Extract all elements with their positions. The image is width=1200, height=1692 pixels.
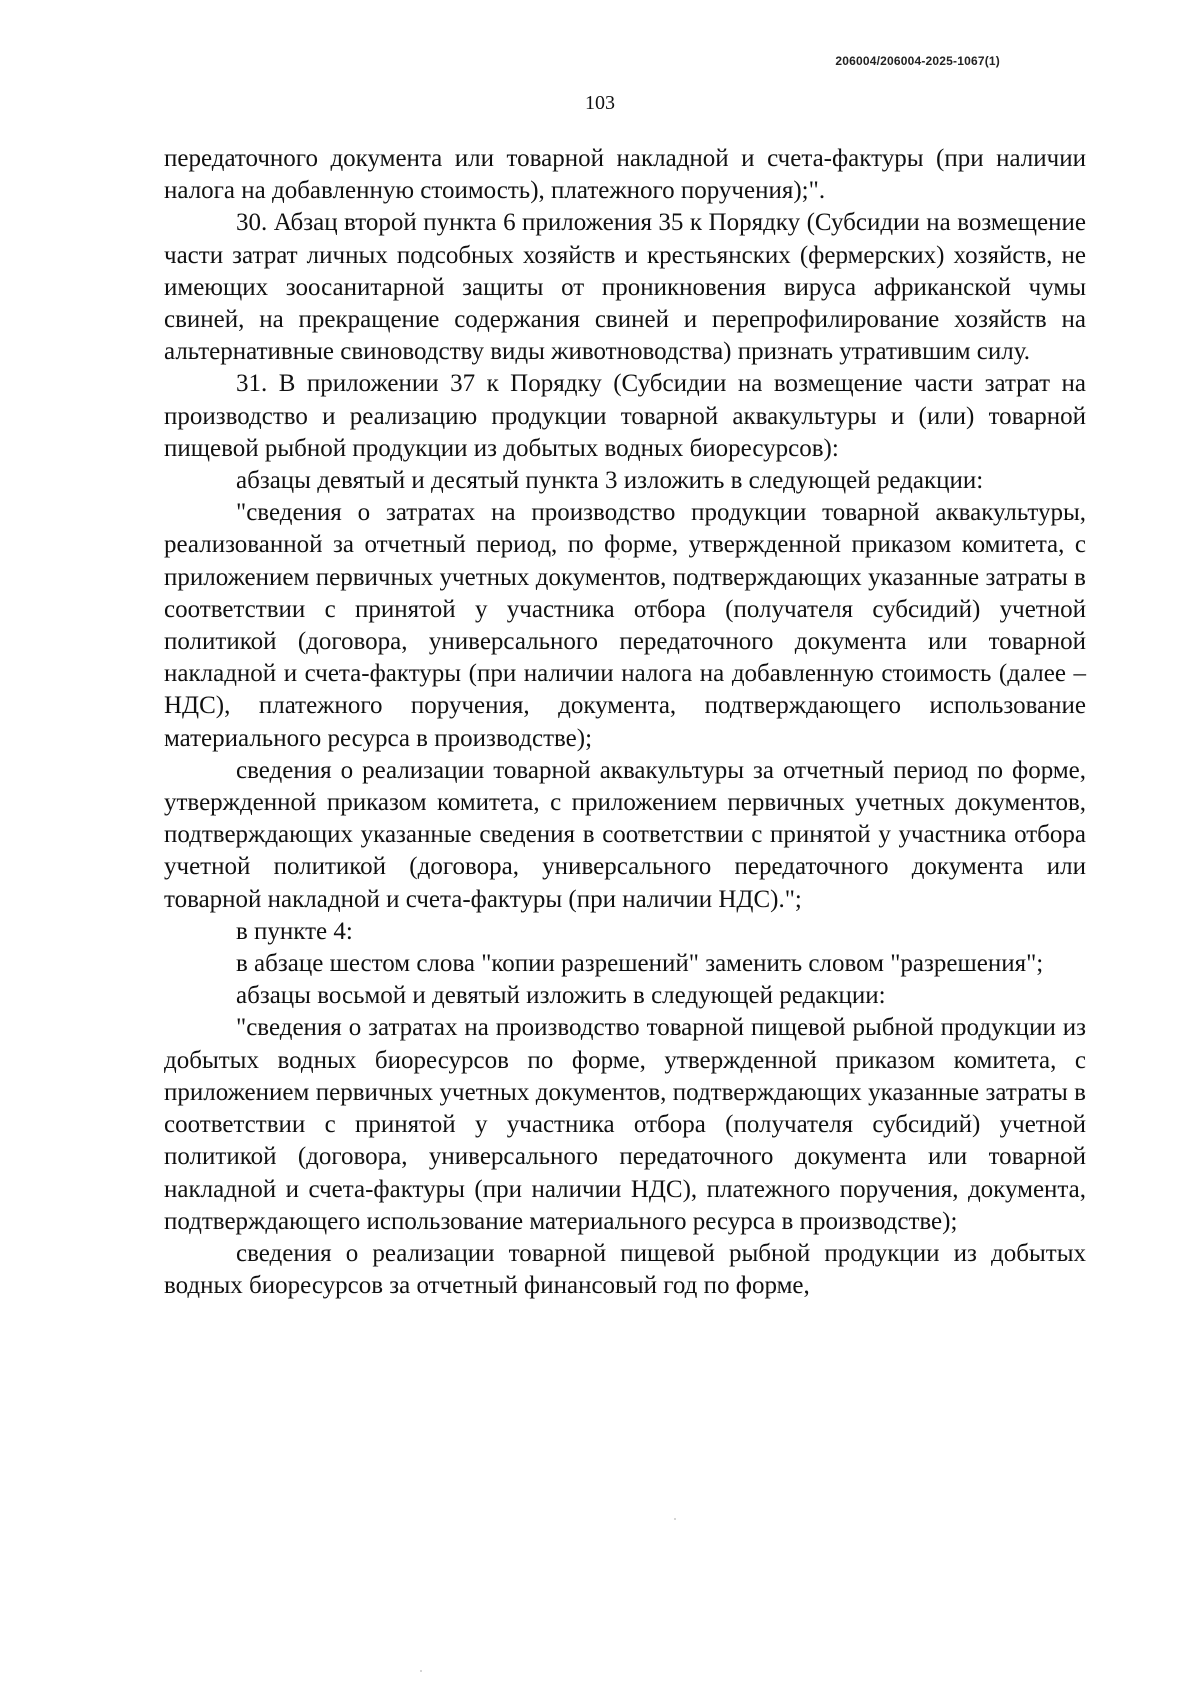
paragraph-item-31: 31. В приложении 37 к Порядку (Субсидии на возмещение части затрат на производство и реализацию продукции товарной аквакультуры и (или) товарной пищевой рыбной продукции из добытых водных биоресурсов): <box>164 370 1086 462</box>
scan-speck <box>674 1518 676 1520</box>
scan-speck <box>618 558 620 560</box>
document-body <box>164 143 1086 1302</box>
paragraph-item-30: 30. Абзац второй пункта 6 приложения 35 к Порядку (Субсидии на возмещение части затрат личных подсобных хозяйств и крестьянских (фермерских) хозяйств, не имеющих зоосанитарной защиты от проникновения вируса африканской чумы свиней, на прекращение содержания свиней и перепрофилирование хозяйств на альтернативные свиноводству виды животноводства) признать утратившим силу. <box>164 209 1086 366</box>
paragraph-quoted-costs-fish: "сведения о затратах на производство товарной пищевой рыбной продукции из добытых водных биоресурсов по форме, утвержденной приказом комитета, с приложением первичных учетных документов, подтверждающих указанные затраты в соответствии с принятой у участника отбора (получателя субсидий) учетной политикой (договора, универсального передаточного документа или товарной накладной и счета-фактуры (при наличии НДС), платежного поручения, документа, подтверждающего использование материального ресурса в производстве); <box>164 1014 1086 1235</box>
scan-speck <box>420 1670 422 1672</box>
paragraph-quoted-sales-aquaculture: сведения о реализации товарной аквакультуры за отчетный период по форме, утвержденной приказом комитета, с приложением первичных учетных документов, подтверждающих указанные сведения в соответствии с принятой у участника отбора учетной политикой (договора, универсального передаточного документа или товарной накладной и счета-фактуры (при наличии НДС)."; <box>164 756 1086 913</box>
document-id: 206004/206004-2025-1067(1) <box>835 54 1000 68</box>
paragraph-amendment-point-3: абзацы девятый и десятый пункта 3 изложить в следующей редакции: <box>236 467 984 495</box>
paragraph-continuation: передаточного документа или товарной накладной и счета-фактуры (при наличии налога на добавленную стоимость), платежного поручения);". <box>164 145 1086 205</box>
paragraph-quoted-costs-aquaculture: "сведения о затратах на производство продукции товарной аквакультуры, реализованной за отчетный период, по форме, утвержденной приказом комитета, с приложением первичных учетных документов, подтверждающих указанные затраты в соответствии с принятой у участника отбора (получателя субсидий) учетной политикой (договора, универсального передаточного документа или товарной накладной и счета-фактуры (при наличии налога на добавленную стоимость (далее – НДС), платежного поручения, документа, подтверждающего использование материального ресурса в производстве); <box>164 499 1086 752</box>
paragraph-sixth-abzats: в абзаце шестом слова "копии разрешений" заменить словом "разрешения"; <box>236 950 1044 978</box>
paragraph-quoted-sales-fish: сведения о реализации товарной пищевой рыбной продукции из добытых водных биоресурсов за отчетный финансовый год по форме, <box>164 1239 1086 1300</box>
page-number: 103 <box>585 92 615 114</box>
paragraph-eighth-ninth-abzats: абзацы восьмой и девятый изложить в следующей редакции: <box>236 982 886 1010</box>
paragraph-point-4: в пункте 4: <box>236 917 353 945</box>
